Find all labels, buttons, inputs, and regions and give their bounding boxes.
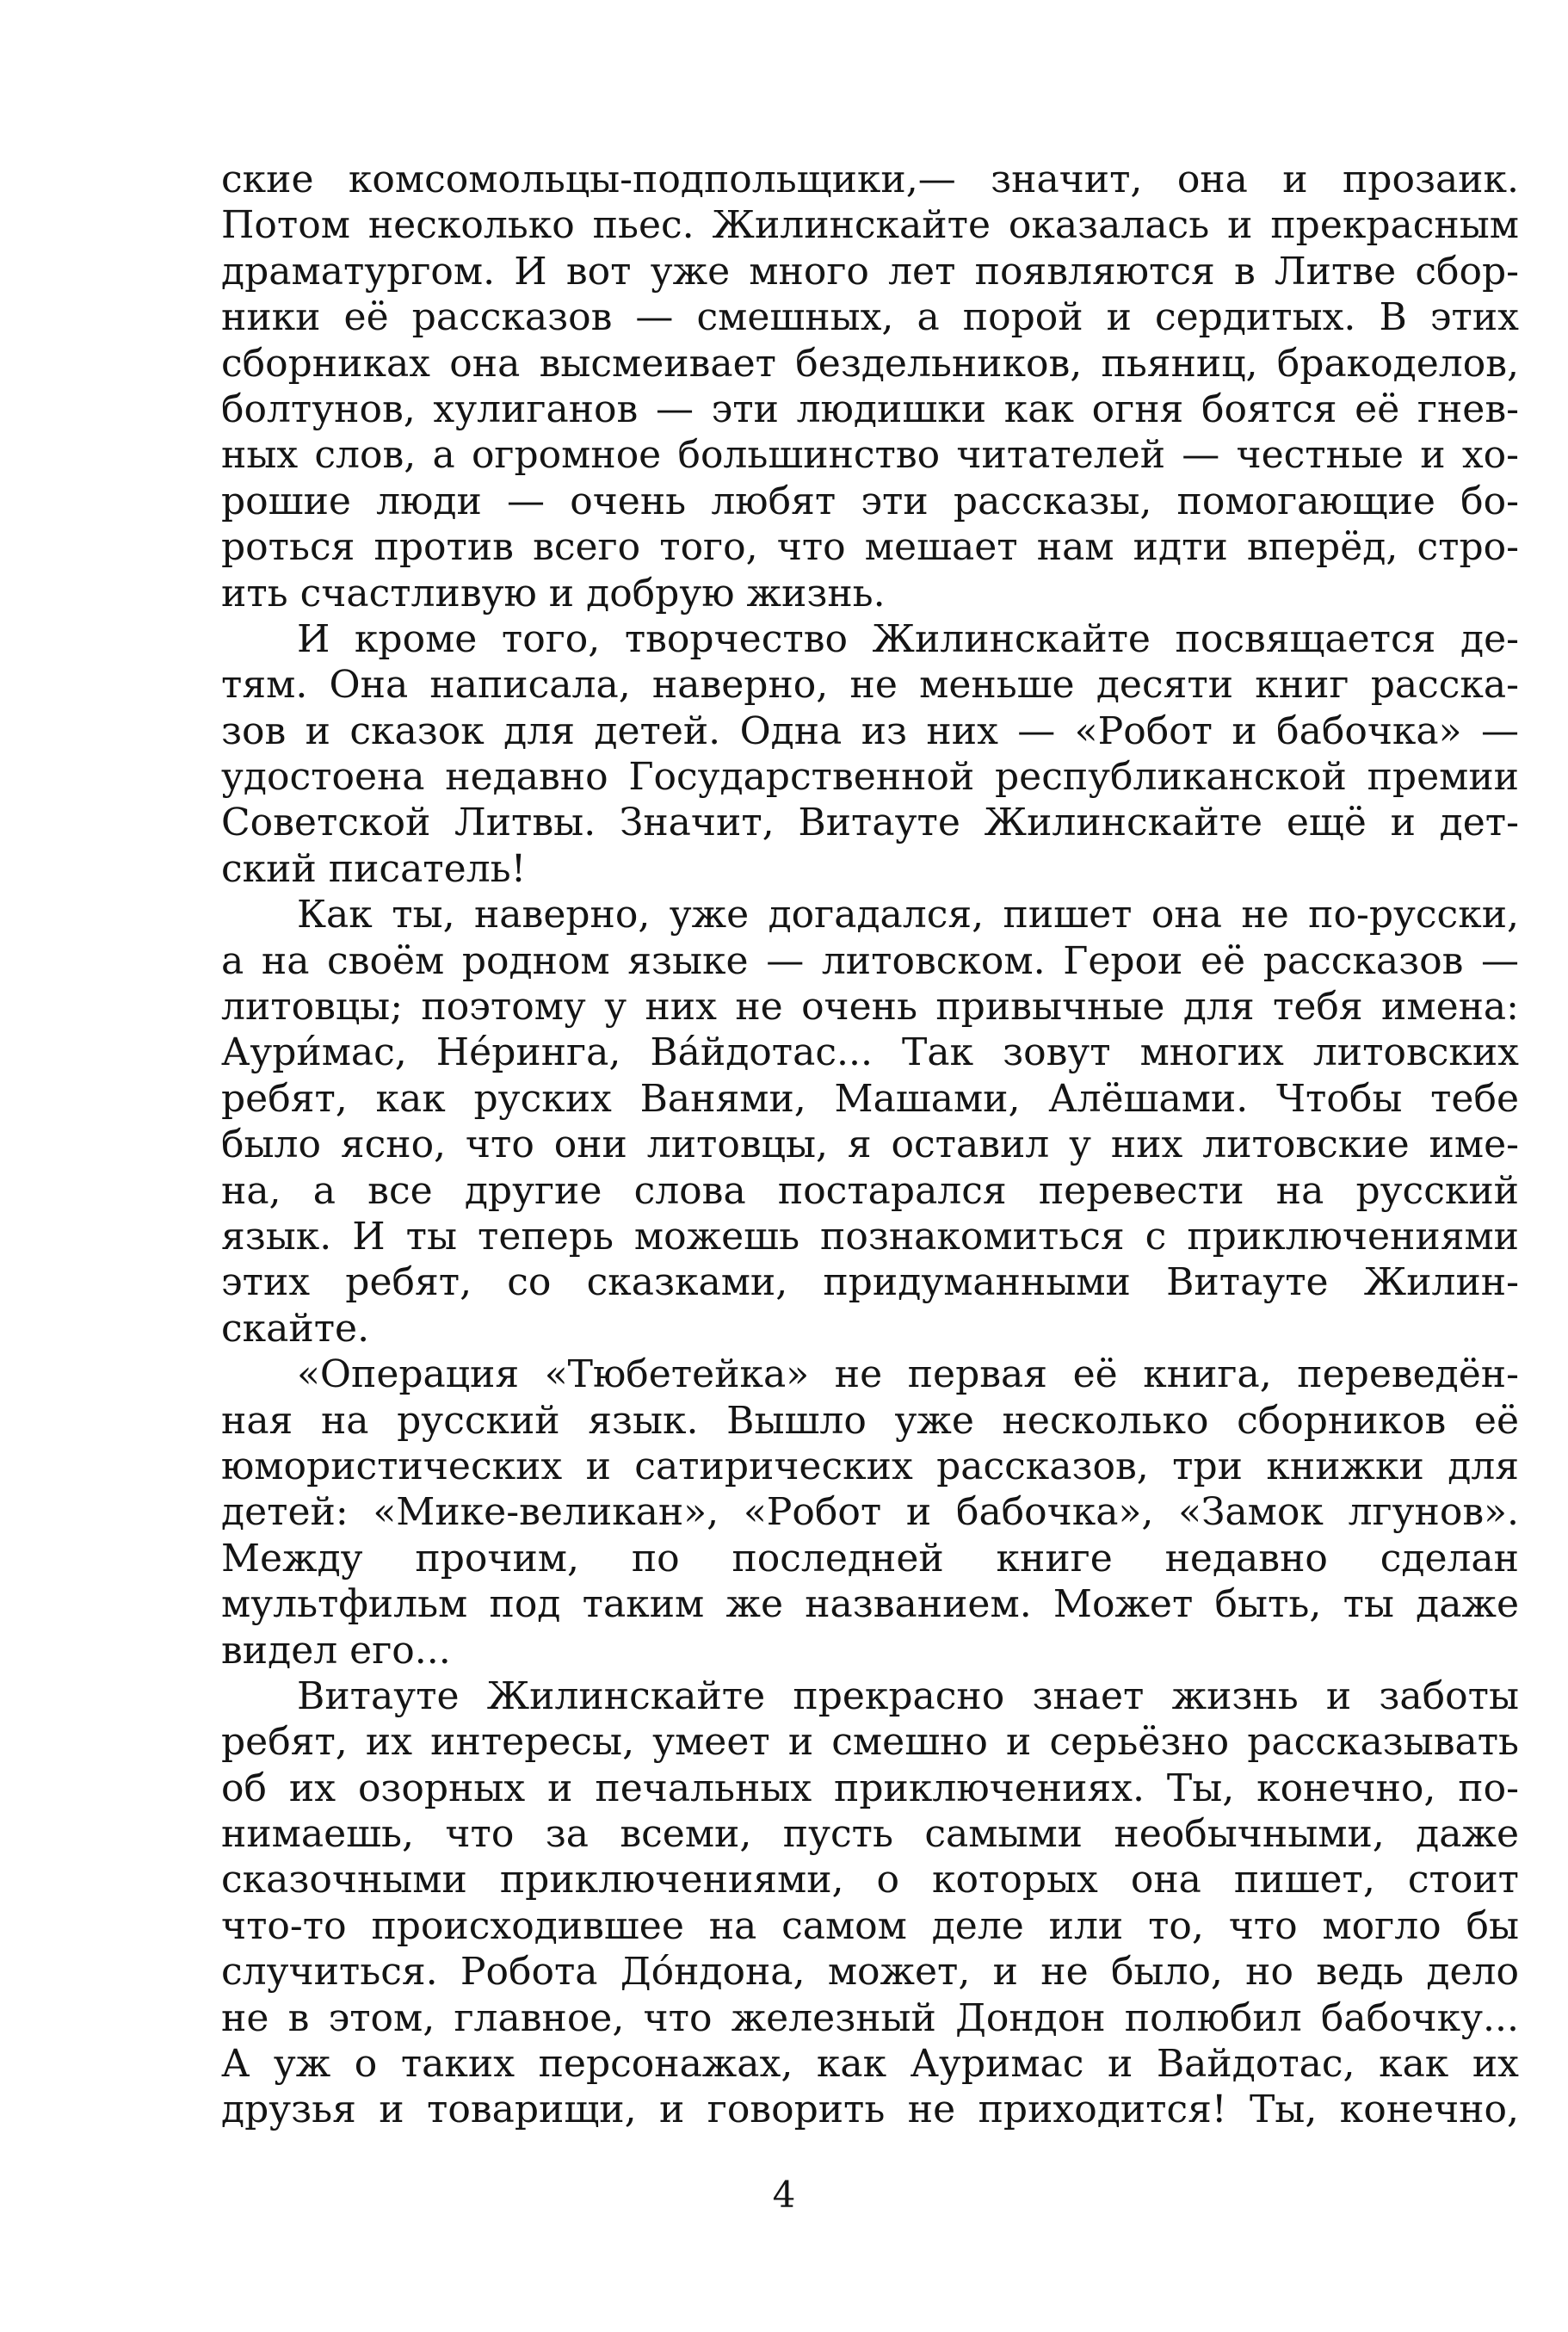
text-line: Витауте Жилинскайте прекрасно знает жизнь и заботы (297, 1673, 1519, 1718)
text-line: об их озорных и печальных приключениях. Ты, конечно, по- (221, 1766, 1519, 1810)
text-line: ские комсомольцы-подпольщики,— значит, она и прозаик. (221, 158, 1519, 201)
text-line: ники её рассказов — смешных, а порой и сердитых. В этих (221, 295, 1519, 340)
text-line: юмористических и сатирических рассказов, три книжки для (221, 1444, 1519, 1488)
text-line: тям. Она написала, наверно, не меньше десяти книг расска- (221, 663, 1519, 708)
text-line: что-то происходившее на самом деле или то, что могло бы (221, 1903, 1519, 1948)
text-line: было ясно, что они литовцы, я оставил у них литовские име- (221, 1123, 1519, 1167)
text-line: мультфильм под таким же названием. Может быть, ты даже (221, 1582, 1519, 1627)
text-line: не в этом, главное, что железный Дондон полюбил бабочку... (221, 1995, 1519, 2040)
text-line: случиться. Робота До́ндона, может, и не было, но ведь дело (221, 1950, 1519, 1995)
text-line: «Операция «Тюбетейка» не первая её книга, переведён- (297, 1352, 1519, 1397)
text-line: удостоена недавно Государственной республиканской премии (221, 755, 1519, 800)
text-line: видел его... (221, 1628, 451, 1673)
text-line: друзья и товарищи, и говорить не приходится! Ты, конечно, (221, 2088, 1519, 2132)
text-line: ных слов, а огромное большинство читателей — честные и хо- (221, 433, 1519, 478)
text-line: Потом несколько пьес. Жилинскайте оказалась и прекрасным (221, 203, 1519, 248)
text-line: а на своём родном языке — литовском. Герои её рассказов — (221, 938, 1519, 983)
text-line: ский писатель! (221, 846, 527, 891)
text-line: болтунов, хулиганов — эти людишки как огня боятся её гнев- (221, 387, 1519, 431)
text-line: детей: «Мике-великан», «Робот и бабочка», «Замок лгунов». (221, 1490, 1519, 1535)
paragraph (221, 1673, 1519, 2133)
text-line: рошие люди — очень любят эти рассказы, помогающие бо- (221, 479, 1519, 523)
text-line: Между прочим, по последней книге недавно сделан (221, 1536, 1519, 1580)
text-line: сборниках она высмеивает бездельников, пьяниц, бракоделов, (221, 341, 1519, 386)
paragraph (221, 892, 1519, 1352)
text-line: нимаешь, что за всеми, пусть самыми необычными, даже (221, 1812, 1519, 1857)
text-line: А уж о таких персонажах, как Ауримас и Вайдотас, как их (221, 2042, 1519, 2087)
text-line: ить счастливую и добрую жизнь. (221, 571, 886, 615)
text-line: Советской Литвы. Значит, Витауте Жилинскайте ещё и дет- (221, 801, 1519, 845)
text-line: драматургом. И вот уже много лет появляются в Литве сбор- (221, 249, 1519, 294)
text-line: скайте. (221, 1306, 370, 1351)
text-line: сказочными приключениями, о которых она пишет, стоит (221, 1858, 1519, 1902)
text-line: ребят, как руских Ванями, Машами, Алёшами. Чтобы тебе (221, 1076, 1519, 1121)
text-line: Как ты, наверно, уже догадался, пишет она не по-русски, (297, 893, 1519, 937)
paragraph (221, 157, 1519, 616)
text-line: зов и сказок для детей. Одна из них — «Робот и бабочка» — (221, 708, 1519, 753)
text-line: роться против всего того, что мешает нам идти вперёд, стро- (221, 525, 1519, 570)
text-line: И кроме того, творчество Жилинскайте посвящается де- (297, 616, 1519, 661)
text-line: язык. И ты теперь можешь познакомиться с приключениями (221, 1214, 1519, 1259)
body-text (221, 157, 1519, 2133)
page-number: 4 (772, 2174, 796, 2216)
text-line: на, а все другие слова постарался перевести на русский (221, 1168, 1519, 1213)
text-line: литовцы; поэтому у них не очень привычные для тебя имена: (221, 985, 1519, 1030)
text-line: ребят, их интересы, умеет и смешно и серьёзно рассказывать (221, 1720, 1519, 1765)
text-line: ная на русский язык. Вышло уже несколько сборников её (221, 1398, 1519, 1443)
text-line: этих ребят, со сказками, придуманными Витауте Жилин- (221, 1260, 1519, 1305)
text-line: Аури́мас, Не́ринга, Ва́йдотас... Так зовут многих литовских (221, 1030, 1519, 1075)
paragraph (221, 1352, 1519, 1673)
paragraph (221, 616, 1519, 892)
